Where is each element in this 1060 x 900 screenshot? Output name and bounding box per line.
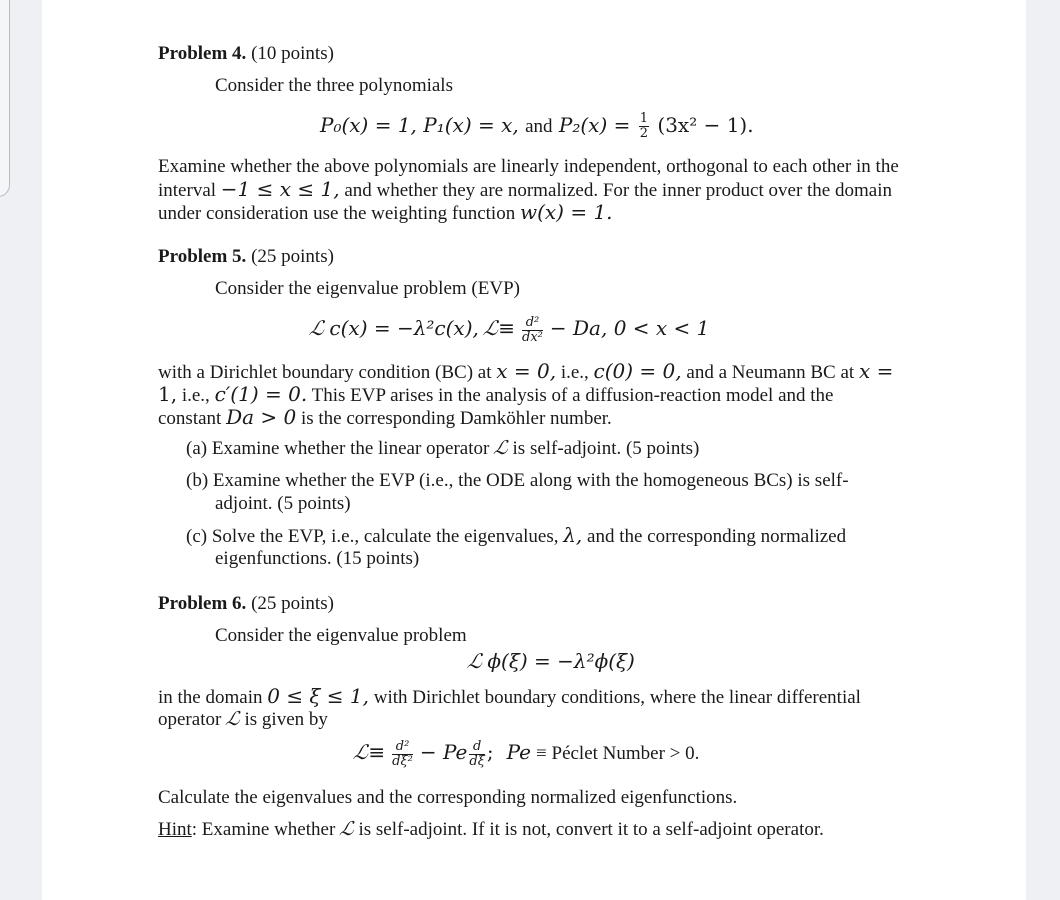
p6-eq1-body: ϕ(ξ) = −λ²ϕ(ξ) (487, 649, 635, 673)
problem-5-line-2 (158, 383, 833, 407)
operator-l-symbol: ℒ (351, 740, 371, 764)
p4-l3-math: w(x) = 1. (519, 200, 613, 224)
problem-5-line-3 (158, 406, 612, 430)
p4-l2-math: −1 ≤ x ≤ 1, (220, 177, 340, 201)
p5-l1-b: i.e., (560, 362, 589, 383)
problem-5-intro: Consider the eigenvalue problem (EVP) (215, 278, 520, 299)
p6-l1-a: in the domain (158, 687, 263, 708)
frac-num: d² (522, 316, 543, 331)
eq-p0: P₀(x) = 1, (320, 113, 417, 137)
part-b-line-1: Examine whether the EVP (i.e., the ODE along with the homogeneous BCs) is self- (212, 470, 849, 491)
problem-5-points: (25 points) (251, 246, 334, 267)
operator-l-symbol: ℒ (481, 316, 501, 340)
eq-and: and (525, 116, 553, 137)
problem-5-line-1 (158, 360, 893, 384)
frac-den: 2 (639, 126, 649, 141)
p6-eq2-pe-def: ≡ Péclet Number > 0. (536, 743, 700, 764)
problem-4-line-2 (158, 178, 911, 202)
p6-eq2-pe: Pe (506, 740, 532, 764)
hint-b: is self-adjoint. If it is not, convert it to a self-adjoint operator. (358, 819, 824, 840)
problem-4-title: Problem 4. (158, 43, 247, 64)
part-c-line-1a: Solve the EVP, i.e., calculate the eigenvalues, (211, 526, 559, 547)
operator-l-symbol: ℒ (223, 708, 243, 730)
problem-6-heading (158, 592, 334, 615)
problem-4-line-3 (158, 201, 613, 225)
operator-l-symbol: ℒ (491, 437, 511, 459)
p5-l1-m3: x = (858, 359, 894, 383)
problem-6-points: (25 points) (251, 593, 334, 614)
part-c-line-1b: and the corresponding normalized (587, 526, 847, 547)
hint-label: Hint (158, 819, 192, 840)
problem-5-part-b (186, 469, 849, 492)
problem-5-part-a (186, 437, 699, 460)
problem-5-title: Problem 5. (158, 246, 247, 267)
p5-l3-b: is the corresponding Damköhler number. (300, 408, 612, 429)
problem-5-part-c (186, 524, 846, 548)
frac-den: dx² (522, 329, 543, 345)
p4-l2-b: and whether they are normalized. For the inner product over the domain (344, 180, 892, 201)
frac-num: d² (392, 740, 413, 755)
part-a-text-2: is self-adjoint. (5 points) (512, 438, 700, 459)
frac-num: 1 (639, 111, 649, 126)
p5-eq-fraction (522, 316, 543, 345)
part-c-lambda: λ, (563, 523, 583, 547)
p6-eq2-sep: ; (486, 740, 494, 764)
problem-4-line-1: Examine whether the above polynomials are linearly independent, orthogonal to each other in the (158, 156, 899, 177)
p5-l3-m: Da > 0 (226, 405, 297, 429)
eq-half-fraction (639, 112, 649, 141)
problem-5-part-b-line-2: adjoint. (5 points) (215, 493, 351, 514)
problem-4-intro: Consider the three polynomials (215, 75, 453, 96)
p5-l3-a: constant (158, 408, 222, 429)
p6-l2-a: operator (158, 709, 222, 730)
part-c-label: (c) (186, 526, 208, 547)
p6-eq2-def: ≡ (368, 740, 386, 764)
hint-a: : Examine whether (191, 819, 336, 840)
problem-6-intro: Consider the eigenvalue problem (215, 625, 467, 646)
p6-l1-b: with Dirichlet boundary conditions, where the linear differential (373, 687, 861, 708)
p4-l3-a: under consideration use the weighting function (158, 203, 516, 224)
problem-6-equation-1 (465, 648, 635, 675)
p5-eq-tail: − Da, 0 < x < 1 (549, 316, 710, 340)
side-panel-tab[interactable] (0, 0, 10, 197)
problem-5-part-c-line-2: eigenfunctions. (15 points) (215, 548, 420, 569)
p5-l2-m1: 1, (158, 382, 178, 406)
problem-5-equation (307, 312, 710, 345)
operator-l-symbol: ℒ (307, 316, 327, 340)
p6-eq2-minus-pe: − Pe (419, 740, 468, 764)
frac-num: d (469, 740, 484, 755)
eq-p2-tail: (3x² − 1). (657, 113, 754, 137)
p5-eq-def: ≡ (498, 316, 516, 340)
p5-l1-m2: c(0) = 0, (593, 359, 682, 383)
frac-den: dξ² (392, 753, 413, 769)
eq-p2: P₂(x) = (558, 113, 631, 137)
p5-l1-m1: x = 0, (496, 359, 557, 383)
part-a-text-1: Examine whether the linear operator (211, 438, 490, 459)
problem-4-heading (158, 42, 334, 65)
p6-eq2-fraction-2 (469, 740, 484, 769)
p5-l2-a: i.e., (181, 385, 210, 406)
operator-l-symbol: ℒ (465, 649, 485, 673)
problem-4-points: (10 points) (251, 43, 334, 64)
eq-p1: P₁(x) = x, (423, 113, 519, 137)
p5-l1-c: and a Neumann BC at (686, 362, 855, 383)
p4-l2-a: interval (158, 180, 217, 201)
problem-4-equation (320, 110, 754, 142)
problem-6-line-2 (158, 708, 328, 731)
problem-6-line-1 (158, 685, 861, 709)
p5-l1-a: with a Dirichlet boundary condition (BC) at (158, 362, 492, 383)
document-page (42, 0, 1026, 900)
problem-6-calc: Calculate the eigenvalues and the corresponding normalized eigenfunctions. (158, 787, 738, 808)
part-b-label: (b) (186, 470, 209, 491)
p6-l2-b: is given by (244, 709, 328, 730)
p6-eq2-fraction-1 (392, 740, 413, 769)
problem-6-hint (158, 818, 824, 841)
p6-l1-m: 0 ≤ ξ ≤ 1, (267, 684, 370, 708)
p5-l2-b: This EVP arises in the analysis of a diffusion-reaction model and the (311, 385, 834, 406)
operator-l-symbol: ℒ (337, 818, 357, 840)
problem-5-heading (158, 245, 334, 268)
p5-eq-lhs: c(x) = −λ²c(x), (329, 316, 479, 340)
p5-l2-m2: c′(1) = 0. (214, 382, 308, 406)
problem-6-equation-2 (351, 733, 700, 773)
frac-den: dξ (469, 753, 485, 769)
problem-6-title: Problem 6. (158, 593, 247, 614)
part-a-label: (a) (186, 438, 208, 459)
